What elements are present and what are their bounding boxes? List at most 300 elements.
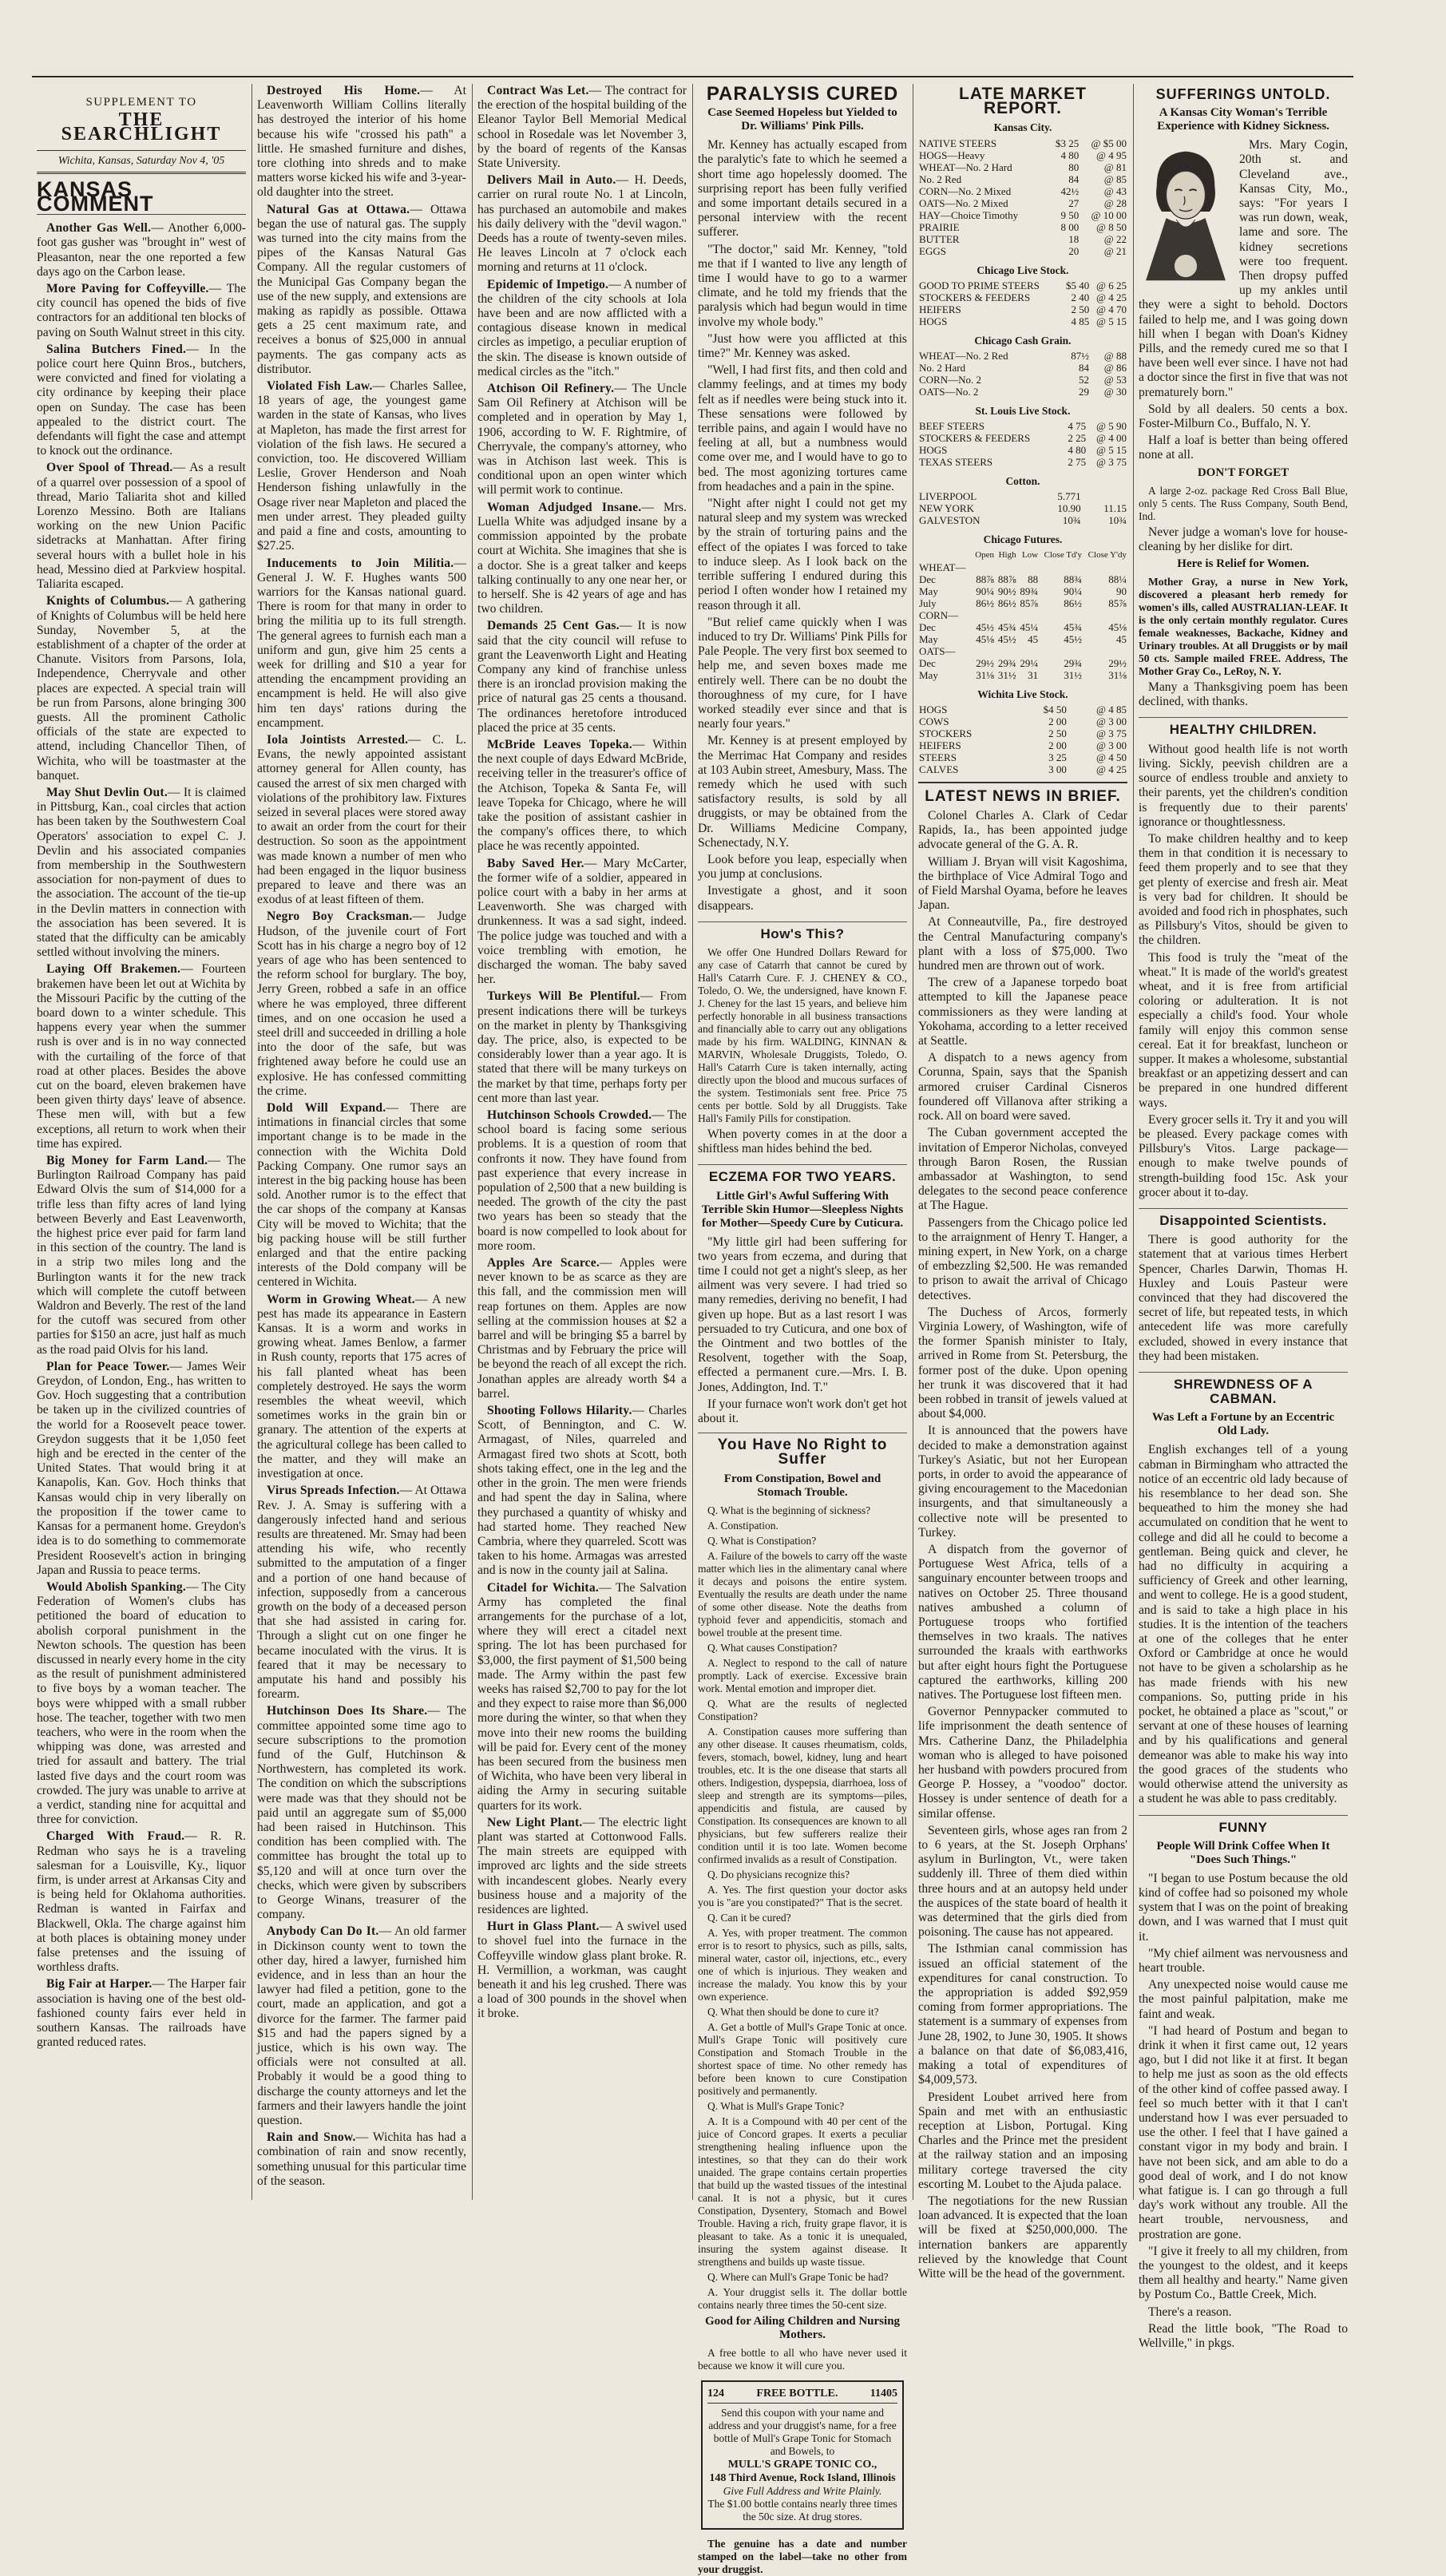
market-price [1082, 490, 1127, 502]
news-item-headline: McBride Leaves Topeka. [487, 737, 632, 751]
news-item [477, 1404, 687, 1578]
news-item-text: — Mary McCarter, the former wife of a soldier, appeared in police court with a baby in her arms at Leavenworth. She was charged with drunkenness. It was a sad sight, indeed. The police judge was touched and with a voice trembling with emotion, he discharged the woman. The baby saved her. [477, 856, 687, 987]
market-price: @ 5 90 [1096, 420, 1127, 433]
article-headline: SHREWDNESS OF A CABMAN. [1139, 1372, 1348, 1406]
market-row [918, 739, 1127, 751]
market-price: 29½ [976, 656, 995, 669]
market-price: @ 21 [1103, 244, 1127, 257]
ad-subheadline: DON'T FORGET [1197, 466, 1290, 479]
market-commodity: EGGS [919, 244, 946, 257]
market-price: @ 43 [1103, 184, 1127, 197]
market-row [918, 245, 1127, 257]
market-commodity: May [919, 632, 938, 645]
market-price: 87½ [1071, 350, 1089, 363]
market-column-header [918, 549, 972, 561]
article-subheadline: People Will Drink Coffee When It "Does Such Things." [1156, 1839, 1330, 1866]
market-row [918, 374, 1127, 386]
news-item-text: — The Harper fair association is having one of the best old-fashioned county fairs ever held in southern Kansas. The railroads have granted reduced rates. [37, 1977, 246, 2050]
news-item [477, 84, 687, 171]
market-row [918, 386, 1127, 398]
market-commodity: WHEAT—No. 2 Red [919, 350, 1008, 363]
market-price: 85⅞ [1020, 596, 1039, 609]
news-item-headline: Virus Spreads Infection. [267, 1484, 400, 1498]
ad-paragraph: "Well, I had first fits, and then cold and clammy feelings, and at times my body felt as if needles were being stuck into it. These sensations were followed by terrible pains, and again I would have no feeling at all, but a numbness would come over me, and I would have to go to bed. The most agonizing tortures came from headaches and a pain in the spine. [698, 363, 907, 493]
news-item-text: — A swivel used to shovel fuel into the furnace in the Coffeyville window glass plant broke. R. H. Vermillion, a workman, was caught beneath it and his leg crushed. There was a load of 300 pounds in the shovel when it broke. [477, 1920, 687, 2021]
news-item-headline: Epidemic of Impetigo. [487, 277, 609, 291]
market-price: 45 [1028, 632, 1039, 645]
market-column-header: Close Td'y [1044, 549, 1082, 560]
news-item [257, 84, 466, 200]
market-price: 29¾ [1064, 656, 1082, 669]
column-2 [257, 84, 466, 2200]
market-price: @ 3 75 [1096, 727, 1127, 739]
market-row [918, 514, 1127, 526]
market-price: 86½ [976, 596, 995, 609]
market-price: @ 4 70 [1096, 303, 1127, 315]
market-table [918, 490, 1127, 526]
market-row [918, 609, 1127, 621]
market-commodity: Dec [919, 656, 936, 669]
market-price: 84 [1068, 172, 1080, 185]
market-price: @ 6 25 [1096, 279, 1127, 291]
market-row [918, 669, 1127, 681]
news-item [477, 1108, 687, 1254]
filler-line: Many a Thanksgiving poem has been declined, with thanks. [1139, 680, 1348, 709]
column-rule [472, 84, 473, 2200]
coupon-label: FREE BOTTLE. [756, 2387, 838, 2400]
market-commodity: HEIFERS [919, 739, 961, 751]
news-item [37, 1829, 246, 1975]
market-price: 10¾ [1108, 514, 1127, 527]
news-item [37, 343, 246, 459]
news-item-headline: Shooting Follows Hilarity. [487, 1404, 632, 1418]
market-commodity: No. 2 Hard [919, 362, 966, 375]
dateline: Wichita, Kansas, Saturday Nov 4, '05 [37, 150, 246, 174]
market-price: @ 5 15 [1096, 315, 1127, 327]
qa-line: Q. Do physicians recognize this? [707, 1868, 850, 1880]
news-item-text: — Another 6,000-foot gas gusher was "brought in" west of Pleasanton, near the one reported a few days ago on the Carbon lease. [37, 221, 246, 279]
market-row [918, 763, 1127, 775]
news-item [477, 1581, 687, 1813]
market-commodity: No. 2 Red [919, 172, 962, 185]
market-price: 3 25 [1048, 751, 1067, 763]
market-price: 90 [1116, 585, 1127, 597]
market-commodity: CALVES [919, 763, 959, 775]
news-item-text: — Charles Sallee, 18 years of age, the youngest game warden in the state of Kansas, who lives at Mapleton, has made the first arrest for violation of the fish laws. He secured a conviction, too. He discovered William Leslie, Grover Henderson and Noah Henderson fishing unlawfully in the Osage river near Mapleton and placed the men under arrest. They pleaded guilty and paid a fine and costs, amounting to $27.25. [257, 379, 466, 553]
market-section-title: St. Louis Live Stock. [975, 405, 1071, 418]
news-item-text: — The electric light plant was started at Cottonwood Falls. The main streets are equipped with improved arc lights and the side streets with incandescent globes. Nearly every business house and a majority of the residences are lighted. [477, 1815, 687, 1916]
coupon-address: 148 Third Avenue, Rock Island, Illinois [709, 2471, 896, 2484]
market-table [918, 279, 1127, 327]
news-item-headline: Hurt in Glass Plant. [487, 1920, 600, 1934]
market-row [918, 444, 1127, 456]
market-price: 45⅛ [1108, 620, 1127, 633]
qa-line: Q. What are the results of neglected Constipation? [698, 1697, 907, 1722]
news-items [257, 84, 466, 2189]
market-price: @ 10 00 [1091, 208, 1127, 221]
market-row [918, 149, 1127, 161]
ad-subheadline: Good for Ailing Children and Nursing Mothers. [704, 2314, 901, 2341]
news-item-headline: Plan for Peace Tower. [46, 1359, 170, 1373]
news-item-text: — Fourteen brakemen have been let out at Wichita by the Missouri Pacific by the cutting of the board down to a winter schedule. This happens every year when the summer rush is over and is in no way connected with the curtailing of the force of that road at other places. Besides the above cut on the board, eleven brakemen have been given thirty days' leave of absence. These men will, with but a few exceptions, all return to work when their time has expired. [37, 962, 246, 1151]
market-price: 8 00 [1060, 220, 1080, 233]
market-price: 31⅛ [976, 668, 995, 681]
market-commodity: STOCKERS & FEEDERS [919, 432, 1031, 445]
news-brief: President Loubet arrived here from Spain and met with an enthusiastic reception at Lisbon, Portugal. King Charles and the Prince met the president at the railway station and an imposing military cortege traversed the city escorting M. Loubet to the Ajuda palace. [918, 2090, 1127, 2191]
article-paragraph: There's a reason. [1148, 2305, 1232, 2319]
market-row [918, 502, 1127, 514]
market-price: 5.771 [1057, 490, 1081, 503]
ad-body: A large 2-oz. package Red Cross Ball Blue, only 5 cents. The Russ Company, South Bend, Ind. [1139, 484, 1348, 522]
market-price: $4 50 [1043, 703, 1067, 715]
market-commodity: BUTTER [919, 232, 960, 245]
market-price: 2 00 [1048, 715, 1067, 727]
news-brief: William J. Bryan will visit Kagoshima, the birthplace of Vice Admiral Togo and of Field Marshal Oyama, before he leaves Japan. [918, 854, 1127, 913]
market-commodity: WHEAT— [919, 561, 966, 573]
market-row [918, 703, 1127, 715]
market-commodity: CORN—No. 2 [919, 374, 982, 386]
news-item-headline: Another Gas Well. [46, 221, 152, 236]
market-price: 18 [1068, 232, 1080, 245]
news-item [37, 962, 246, 1151]
qa-list [698, 1504, 907, 2312]
market-price: @ 4 00 [1096, 432, 1127, 445]
market-price [995, 609, 1017, 621]
market-commodity: HEIFERS [919, 303, 961, 315]
market-section-title: Chicago Live Stock. [977, 264, 1069, 276]
market-price: 52 [1079, 374, 1089, 386]
news-brief: Passengers from the Chicago police led to the arraignment of Henry T. Hanger, a mining expert, in New York, on a charge of embezzling $2,500. He was remanded to prison to await the arrival of Chicago detectives. [918, 1215, 1127, 1302]
market-price [972, 645, 995, 657]
ad-subheadline: Little Girl's Awful Suffering With Terrible Skin Humor—Sleepless Nights for Mother—Speedy Cure by Cuticura. [701, 1189, 904, 1230]
news-item-text: — Mrs. Luella White was adjudged insane by a commission appointed by the probate court at Wichita. She imagines that she is a doctor. She is a great talker and keeps talking continually to any one near her, or to herself. She is 42 years of age and has two children. [477, 500, 687, 616]
news-item-headline: Would Abolish Spanking. [46, 1579, 186, 1594]
market-column-header: Low [1021, 549, 1039, 560]
market-price: 2 25 [1068, 432, 1087, 445]
market-row [918, 315, 1127, 327]
news-item [477, 857, 687, 988]
article-paragraph: Read the little book, "The Road to Wellville," in pkgs. [1139, 2321, 1348, 2350]
qa-line: A. Failure of the bowels to carry off the waste matter which lies in the alimentary canal where it decays and poisons the entire system. Eventually the results are death under the name of some other disease. Note the deaths from typhoid fever and appendicitis, stomach and bowel trouble at the present time. [698, 1549, 907, 1639]
market-price: @ 81 [1103, 161, 1127, 173]
free-bottle-coupon[interactable] [701, 2380, 904, 2530]
market-commodity: HOGS [919, 703, 948, 715]
news-item-text: — There are intimations in financial circles that some important change is to be made in the connection with the Wichita Dold Packing Company. One rumor says an interest in the big packing house has been sold. Another rumor is to the effect that the car shops of the company at Kansas City will be moved to Wichita; that the big packing house will be still further enlarged and that the entire packing interests of the Dold company will be centered in Wichita. [257, 1101, 466, 1290]
news-item [257, 733, 466, 907]
news-item [257, 379, 466, 553]
news-item-headline: Inducements to Join Militia. [267, 556, 454, 570]
news-item-headline: Hutchinson Does Its Share. [267, 1704, 428, 1718]
news-item [257, 1924, 466, 2128]
market-commodity: OATS— [919, 644, 956, 657]
market-price: 31 [1028, 668, 1039, 681]
article-headline: FUNNY [1139, 1815, 1348, 1835]
market-commodity: May [919, 585, 938, 597]
news-item [37, 594, 246, 783]
news-item-text: — From present indications there will be turkeys on the market in plenty by Thanksgiving day. The price, also, is expected to be considerably lower than a year ago. It is stated that there will be many turkeys on the market by that time, perhaps forty per cent more than last year. [477, 989, 687, 1105]
market-price: 45¾ [1064, 620, 1082, 633]
news-item [477, 382, 687, 498]
column-5 [918, 84, 1127, 2281]
market-price: 2 40 [1071, 291, 1090, 303]
market-row [918, 751, 1127, 763]
news-item [37, 786, 246, 960]
news-brief: Seventeen girls, whose ages ran from 2 to 6 years, at the St. Joseph Orphans' asylum in Burlington, Vt., were taken suddenly ill. Three of them died within three hours and at an autopsy held under the auspices of the state board of health it was determined that the girls died from poisoning. The cause has not appeared. [918, 1823, 1127, 1940]
ad-subheadline: A Kansas City Woman's Terrible Experience with Kidney Sickness. [1157, 106, 1329, 133]
market-price: 31½ [997, 668, 1016, 681]
market-row [918, 456, 1127, 468]
ad-paragraph: Mr. Kenney is at present employed by the Merrimac Hat Company and resides at 103 Aubin street, Amesbury, Mass. The remedy which he used with such satisfactory results, is sold by all druggists, or may be obtained from the Dr. Williams Medicine Company, Schenectady, N.Y. [698, 734, 907, 850]
market-price: 42½ [1060, 184, 1080, 197]
market-commodity: CORN— [919, 608, 959, 621]
market-commodity: GOOD TO PRIME STEERS [919, 279, 1040, 291]
column-6 [1139, 84, 1349, 2350]
article-headline: HEALTHY CHILDREN. [1139, 717, 1348, 737]
market-price: @ 86 [1103, 362, 1127, 375]
news-item-headline: Contract Was Let. [487, 84, 589, 97]
market-price: @ 3 00 [1096, 715, 1127, 727]
market-row [918, 645, 1127, 657]
market-commodity: May [919, 668, 938, 681]
news-item-headline: Dold Will Expand. [267, 1101, 386, 1116]
market-price: @ 5 15 [1096, 444, 1127, 457]
filler-line: Never judge a woman's love for house-cleaning by her dislike for dirt. [1139, 525, 1348, 553]
ad-headline: SUFFERINGS UNTOLD. [1155, 86, 1331, 102]
news-brief: Colonel Charles A. Clark of Cedar Rapids, Ia., has been appointed judge advocate general of the G. A. R. [918, 809, 1127, 852]
market-price: 29¾ [997, 656, 1016, 669]
ad-body: "My little girl had been suffering for two years from eczema, and during that time I could not get a night's sleep, as her ailment was very severe. I had tried so many remedies, deriving no benefit, I had given up hope. But as a last resort I was persuaded to try Cuticura, and one box of the Ointment and two bottles of the Resolvent, together with the Soap, effected a permanent cure.—Mrs. I. B. Jones, Addington, Ind. T." [698, 1234, 907, 1394]
market-table [918, 703, 1127, 775]
market-price: 2 75 [1068, 456, 1087, 469]
news-item [37, 221, 246, 279]
market-row [918, 490, 1127, 502]
news-item-headline: Natural Gas at Ottawa. [267, 202, 410, 216]
market-column-header: High [998, 549, 1016, 560]
news-item-headline: Baby Saved Her. [487, 856, 584, 870]
news-item-headline: Woman Adjudged Insane. [487, 500, 642, 514]
market-table [918, 420, 1127, 468]
market-price: 45 [1116, 632, 1127, 645]
news-brief: The Cuban government accepted the invitation of Emperor Nicholas, conveyed through Baron Rosen, the Russian ambassador at Washington, to send delegates to the second peace conference at The Hague. [918, 1126, 1127, 1213]
coupon-company: MULL'S GRAPE TONIC CO., [727, 2458, 878, 2471]
market-price: @ 85 [1103, 172, 1127, 185]
ad-paragraph: "But relief came quickly when I was induced to try Dr. Williams' Pink Pills for Pale People. The very first box seemed to help me, and seven boxes made me entirely well. There can be no doubt the thoroughness of my cure, for I have worked steadily ever since and that is nearly four years." [698, 615, 907, 731]
column-3 [477, 84, 687, 2200]
ad-headline: ECZEMA FOR TWO YEARS. [698, 1164, 907, 1184]
article-paragraph: "I began to use Postum because the old kind of coffee had so poisoned my whole system that I was on the point of breaking down, and I was warned that I must quit it. [1139, 1871, 1348, 1944]
news-brief: Governor Pennypacker commuted to life imprisonment the death sentence of Mrs. Catherine Danz, the Philadelphia woman who is alleged to have poisoned her husband with powders procured from George P. Hossey, a "voodoo" doctor. Hossey is under sentence of death for a similar offense. [918, 1705, 1127, 1821]
market-price: 4 75 [1068, 420, 1087, 433]
market-row [918, 715, 1127, 727]
news-brief: It is announced that the powers have decided to make a demonstration against Turkey's Asiatic, but not her European ports, in order to avoid the appearance of giving encouragement to the Macedonian insurgents, and that simultaneously a collective note will be presented to Turkey. [918, 1424, 1127, 1540]
market-price [1083, 561, 1127, 573]
qa-line: Q. Where can Mull's Grape Tonic be had? [707, 2270, 889, 2283]
ad-subheadline: Here is Relief for Women. [1177, 557, 1309, 571]
qa-line: A. Yes, with proper treatment. The common error is to resort to physics, such as pills, salts, mineral water, castor oil, injections, etc., every one of which is injurious. They weaken and increase the malady. You know this by your own experience. [698, 1926, 907, 2003]
news-item-text: — As a result of a quarrel over possession of a spool of thread, Mario Taliarita shot and killed Lorenzo Messino. Both are Italians working on the new Union Pacific sidetracks at Manhattan. After firing several hours with a bullet hole in his head, Messino died at Parkview hospital. Taliarita escaped. [37, 461, 246, 592]
market-price: @ 4 95 [1096, 149, 1127, 161]
news-item-text: — H. Deeds, carrier on rural route No. 1 at Lincoln, has purchased an automobile and makes his daily delivery with the "devil wagon." Deeds has a route of twenty-seven miles. He leaves Lincoln at 7 o'clock each morning and returns at 11 o'clock. [477, 173, 687, 275]
market-price: 11.15 [1103, 502, 1127, 515]
news-brief: The negotiations for the new Russian loan advanced. It is expected that the loan will be fixed at $250,000,000. The internation bankers are apparently relieved by the knowledge that Count Witte will be the head of the government. [918, 2194, 1127, 2281]
news-brief: At Conneautville, Pa., fire destroyed the Central Manufacturing company's plant with a loss of $75,000. Two hundred men are thrown out of work. [918, 915, 1127, 973]
market-row [918, 621, 1127, 633]
article-paragraph: "I give it freely to all my children, from the youngest to the oldest, and it keeps them all healthy and hearty." Name given by Postum Co., Battle Creek, Mich. [1139, 2244, 1348, 2302]
news-item [37, 1154, 246, 1357]
news-item-headline: New Light Plant. [487, 1815, 583, 1829]
ad-headline: PARALYSIS CURED [706, 83, 899, 105]
news-item [477, 1256, 687, 1401]
news-item [257, 910, 466, 1099]
market-commodity: WHEAT—No. 2 Hard [919, 161, 1012, 173]
market-price [1083, 645, 1127, 657]
news-item-text: — Wichita has had a combination of rain and snow recently, something unusual for this particular time of the season. [257, 2130, 466, 2188]
news-items [477, 84, 687, 2022]
article-body [1139, 1872, 1348, 2352]
market-price: @ 4 85 [1096, 703, 1127, 715]
market-commodity: STOCKERS [919, 727, 973, 739]
ad-body: The genuine has a date and number stamped on the label—take no other from your druggist. [698, 2537, 907, 2575]
market-price [1017, 609, 1040, 621]
market-price: @ 53 [1103, 374, 1127, 386]
market-price: 2 00 [1048, 739, 1067, 751]
market-price: 88⅞ [976, 573, 995, 585]
filler-line: Half a loaf is better than being offered none at all. [1139, 434, 1348, 462]
news-item [37, 1360, 246, 1578]
market-row [918, 573, 1127, 585]
ad-subheadline: Case Seemed Hopeless but Yielded to Dr. Williams' Pink Pills. [707, 106, 897, 133]
market-row [918, 727, 1127, 739]
market-commodity: STEERS [919, 751, 957, 763]
market-commodity: STOCKERS & FEEDERS [919, 291, 1031, 303]
market-price: 45½ [1064, 632, 1082, 645]
market-price: 86½ [997, 596, 1016, 609]
news-item [257, 557, 466, 731]
market-price: 27 [1068, 196, 1080, 209]
news-item-text: — The school board is facing some serious problems. It is a question of room that confronts it now. They have found from past experience that every increase in population of 2,500 that a new building is needed. The growth of the city the past two years has been so steady that the board is now compelled to look about for more room. [477, 1108, 687, 1253]
news-brief: The crew of a Japanese torpedo boat attempted to kill the Japanese peace commissioners as they were landing at Yokohama, according to a letter received at Seattle. [918, 976, 1127, 1048]
news-item-text: — The contract for the erection of the hospital building of the Eleanor Taylor Bell Memorial Medical school in Rosedale was let November 3, by the board of regents of the Kansas State University. [477, 84, 687, 171]
coupon-instruction: Give Full Address and Write Plainly. [723, 2484, 882, 2497]
market-row [918, 233, 1127, 245]
market-price: 88 [1028, 573, 1039, 585]
market-row [918, 209, 1127, 221]
article-paragraph: "My chief ailment was nervousness and heart trouble. [1139, 1946, 1348, 1975]
coupon-number: 124 [707, 2387, 724, 2400]
market-price: @ 30 [1103, 386, 1127, 398]
news-item-text: — The Burlington Railroad Company has paid Edward Olvis the sum of $14,000 for a trifle less than fifty acres of land lying between Beverly and East Leavenworth, the highest price ever paid for farm land in this section of the country. The land is in a strip two miles long and the Burlington wants it for the new track which will complete the cutoff between Waldron and Beverly. The rest of the land for the cutoff was secured from other parties for $150 an acre, just half as much as the road paid Olvis for his land. [37, 1154, 246, 1357]
news-item [257, 1293, 466, 1482]
market-price: 88¼ [1108, 573, 1127, 585]
market-price: 3 00 [1048, 763, 1067, 775]
news-item-text: — Apples were never known to be as scarce as they are this fall, and the commission men will reap fortunes on them. Apples are now selling at the commission houses at $2 a barrel and will be bringing $5 a barrel by Christmas and by February the price will be beyond the reach of all except the rich. Jonathan apples are already worth $4 a barrel. [477, 1256, 687, 1401]
market-price [995, 645, 1017, 657]
market-commodity: HAY—Choice Timothy [919, 208, 1019, 221]
market-commodity: July [919, 596, 937, 609]
ad-paragraph: Mr. Kenney has actually escaped from the paralytic's fate to which he seemed a short time ago hopelessly doomed. The surprising report has been fully verified and some important details secured in a personal interview with the recent sufferer. [698, 138, 907, 240]
market-price: 2 50 [1048, 727, 1067, 739]
market-section-title: Chicago Futures. [983, 533, 1063, 546]
market-price: @ 3 00 [1096, 739, 1127, 751]
ad-headline: How's This? [698, 921, 907, 941]
qa-line: Q. What then should be done to cure it? [707, 2005, 879, 2018]
ad-body [698, 138, 907, 913]
market-price: @ 28 [1103, 196, 1127, 209]
news-item-text: — The city council has opened the bids of five contractors for an additional ten blocks of paving on South Walnut street in this city. [37, 282, 246, 339]
news-brief: The Duchess of Arcos, formerly Virginia Lowery, of Washington, wife of the former Spanish minister to Italy, arrived in Rome from St. Petersburg, the former post of the duke. Upon opening her trunk it was discovered that it had been robbed in transit of jewels valued at about $4,000. [918, 1305, 1127, 1421]
market-price: 20 [1068, 244, 1080, 257]
market-price: 4 85 [1071, 315, 1090, 327]
market-table [918, 350, 1127, 398]
column-rule [692, 84, 693, 2200]
market-price [995, 561, 1017, 573]
market-price: 31⅛ [1108, 668, 1127, 681]
ad-paragraph: "The doctor," said Mr. Kenney, "told me that if I wanted to live any length of time I would have to go to a warmer climate, and he told my friends that the paralysis which had begun would in time involve my whole body." [698, 242, 907, 329]
news-item [477, 738, 687, 854]
market-row [918, 432, 1127, 444]
market-price: @ 8 50 [1096, 220, 1127, 233]
article-paragraph: To make children healthy and to keep them in that condition it is necessary to feed them properly and to see that they get plenty of exercise and fresh air. Meat is very bad for children. It should be avoided and food rich in phosphates, such as Pillsbury's Vitos, should be given to the children. [1139, 831, 1349, 948]
news-item-text: — Charles Scott, of Bennington, and C. W. Armagast, of Niles, quarreled and Armagast fired two shots at Scott, both shots taking effect, one in the leg and the other in the groin. The men were friends and had spent the day in Salina, where they purchased a quantity of whisky and had started home. They reached New Cambria, where they quarreled. Scott was taken to his home. Armagas was arrested and is now in the county jail at Salina. [477, 1404, 687, 1578]
market-table [918, 137, 1127, 257]
article-body [1139, 743, 1348, 1200]
news-item-text: — C. L. Evans, the newly appointed assistant attorney general for Allen county, has caused the arrest of six men charged with violations of the prohibitory law. Fixtures seized in several places were stored away to await an order from the court for their destruction. So soon as the appointment was made known a number of men who had been engaged in the liquor business prepared to leave and there was an exodus of at least fifteen of them. [257, 732, 466, 907]
market-commodity: HOGS [919, 444, 948, 457]
qa-line: A. Constipation. [707, 1519, 778, 1532]
market-price: @ 22 [1103, 232, 1127, 245]
news-item-text: — James Weir Greydon, of London, Eng., has written to Gov. Hoch suggesting that a contribution be taken up in the civilized countries of the world for a Roosevelt peace tower. Greydon suggests that it be 1,050 feet high and be erected in the center of the United States. That would bring it at Kanapolis, Kan. Gov. Hoch thinks that Kansas would chip in very liberally on the proposition if the tower came to Kansas for a permanent home. Greydon's idea is to do something to commemorate President Roosevelt's action in bringing Japan and Russia to peace terms. [37, 1359, 246, 1577]
column-4 [698, 83, 907, 2575]
market-price [972, 561, 995, 573]
qa-line: A. Constipation causes more suffering than any other disease. It causes rheumatism, colds, fevers, stomach, bowel, kidney, lung and heart troubles, etc. It is the one disease that starts all others. Indigestion, dyspepsia, diarrhoea, loss of sleep and strength are its symptoms—piles, appendicitis and fistula, are caused by Constipation. Its consequences are known to all physicians, but few sufferers realize their condition until it is too late. Women become confirmed invalids as a result of Constipation. [698, 1725, 907, 1865]
market-price: @ 4 25 [1096, 291, 1127, 303]
market-price: 89¾ [1020, 585, 1039, 597]
news-brief: A dispatch to a news agency from Corunna, Spain, says that the Spanish armored cruiser Cardinal Cisneros foundered off Villanova after striking a rock. All on board were saved. [918, 1051, 1127, 1124]
market-price: 29½ [1108, 656, 1127, 669]
ad-paragraph: Investigate a ghost, and it soon disappears. [698, 884, 907, 913]
market-price: 85⅞ [1108, 596, 1127, 609]
news-item-headline: Citadel for Wichita. [487, 1580, 599, 1595]
news-item-text: — A gathering of Knights of Columbus will be held here Sunday, November 5, at the establishment of a chapter of the order at Chanute. Visitors from Parsons, Iola, Independence, Cherryvale and other places are expected. A special train will be run from Parsons, alone bringing 300 guests. All the prominent Catholic officials of the state are expected to attend, including Chancellor Tihen, of Wichita, who will be toastmaster at the banquet. [37, 594, 246, 783]
woman-portrait-image [1139, 140, 1233, 283]
market-commodity: Dec [919, 573, 936, 585]
news-item-headline: Knights of Columbus. [46, 594, 170, 608]
news-item-headline: Laying Off Brakemen. [46, 962, 181, 977]
news-item [257, 2130, 466, 2189]
qa-line: Q. What causes Constipation? [707, 1641, 838, 1654]
news-item-text: — Judge Hudson, of the juvenile court of Fort Scott has in his charge a negro boy of 12 years of age who has been sentenced to the reform school for burglary. The boy, Jerry Green, robbed a safe in an office where he was employed, three different times, and on one occasion he used a steel drill and succeeded in drilling a hole into the door of the safe, but was frightened away before he could use an explosive. He has confessed committing the crime. [257, 910, 466, 1098]
market-row [918, 303, 1127, 315]
news-item-headline: Salina Butchers Fined. [46, 342, 187, 356]
news-item [477, 1920, 687, 2021]
market-price [972, 609, 995, 621]
news-brief: The Isthmian canal commission has issued an official statement of the expenditures for canal construction. To the appropriation is added $92,959 coming from former appropriations. The statement is a summary of expenses from June 28, 1902, to June 30, 1905. It shows a balance on that date of $6,083,416, making a total of expenditures of $4,009,573. [918, 1942, 1127, 2087]
news-item-text: — The Salvation Army has completed the final arrangements for the purchase of a lot, where they will erect a citadel next spring. The lot has been purchased for $3,000, the first payment of $1,500 being made. The Army within the past few weeks has raised $2,700 to pay for the lot and they expect to raise more than $6,000 more during the winter, so that when they move into their new rooms the building will be paid for. Every cent of the money has been secured from the business men of Wichita, who have been very liberal in aiding the Army in securing suitable quarters for its work. [477, 1580, 687, 1813]
market-price: @ 88 [1103, 350, 1127, 363]
market-section-title: Chicago Cash Grain. [974, 334, 1072, 347]
qa-line: A. Yes. The first question your doctor asks you is "are you constipated?" That is the secret. [698, 1883, 907, 1908]
column-rule [1133, 84, 1134, 2200]
article-headline: Disappointed Scientists. [1139, 1208, 1348, 1228]
market-row [918, 279, 1127, 291]
article-paragraph: Any unexpected noise would cause me the most painful palpitation, make me faint and weak. [1139, 1978, 1348, 2021]
news-item [477, 278, 687, 379]
market-commodity: TEXAS STEERS [919, 456, 993, 469]
market-price: 45⅛ [976, 632, 995, 645]
market-price: 90½ [997, 585, 1016, 597]
news-item-headline: Iola Jointists Arrested. [267, 732, 409, 747]
market-commodity: OATS—No. 2 [919, 386, 979, 398]
